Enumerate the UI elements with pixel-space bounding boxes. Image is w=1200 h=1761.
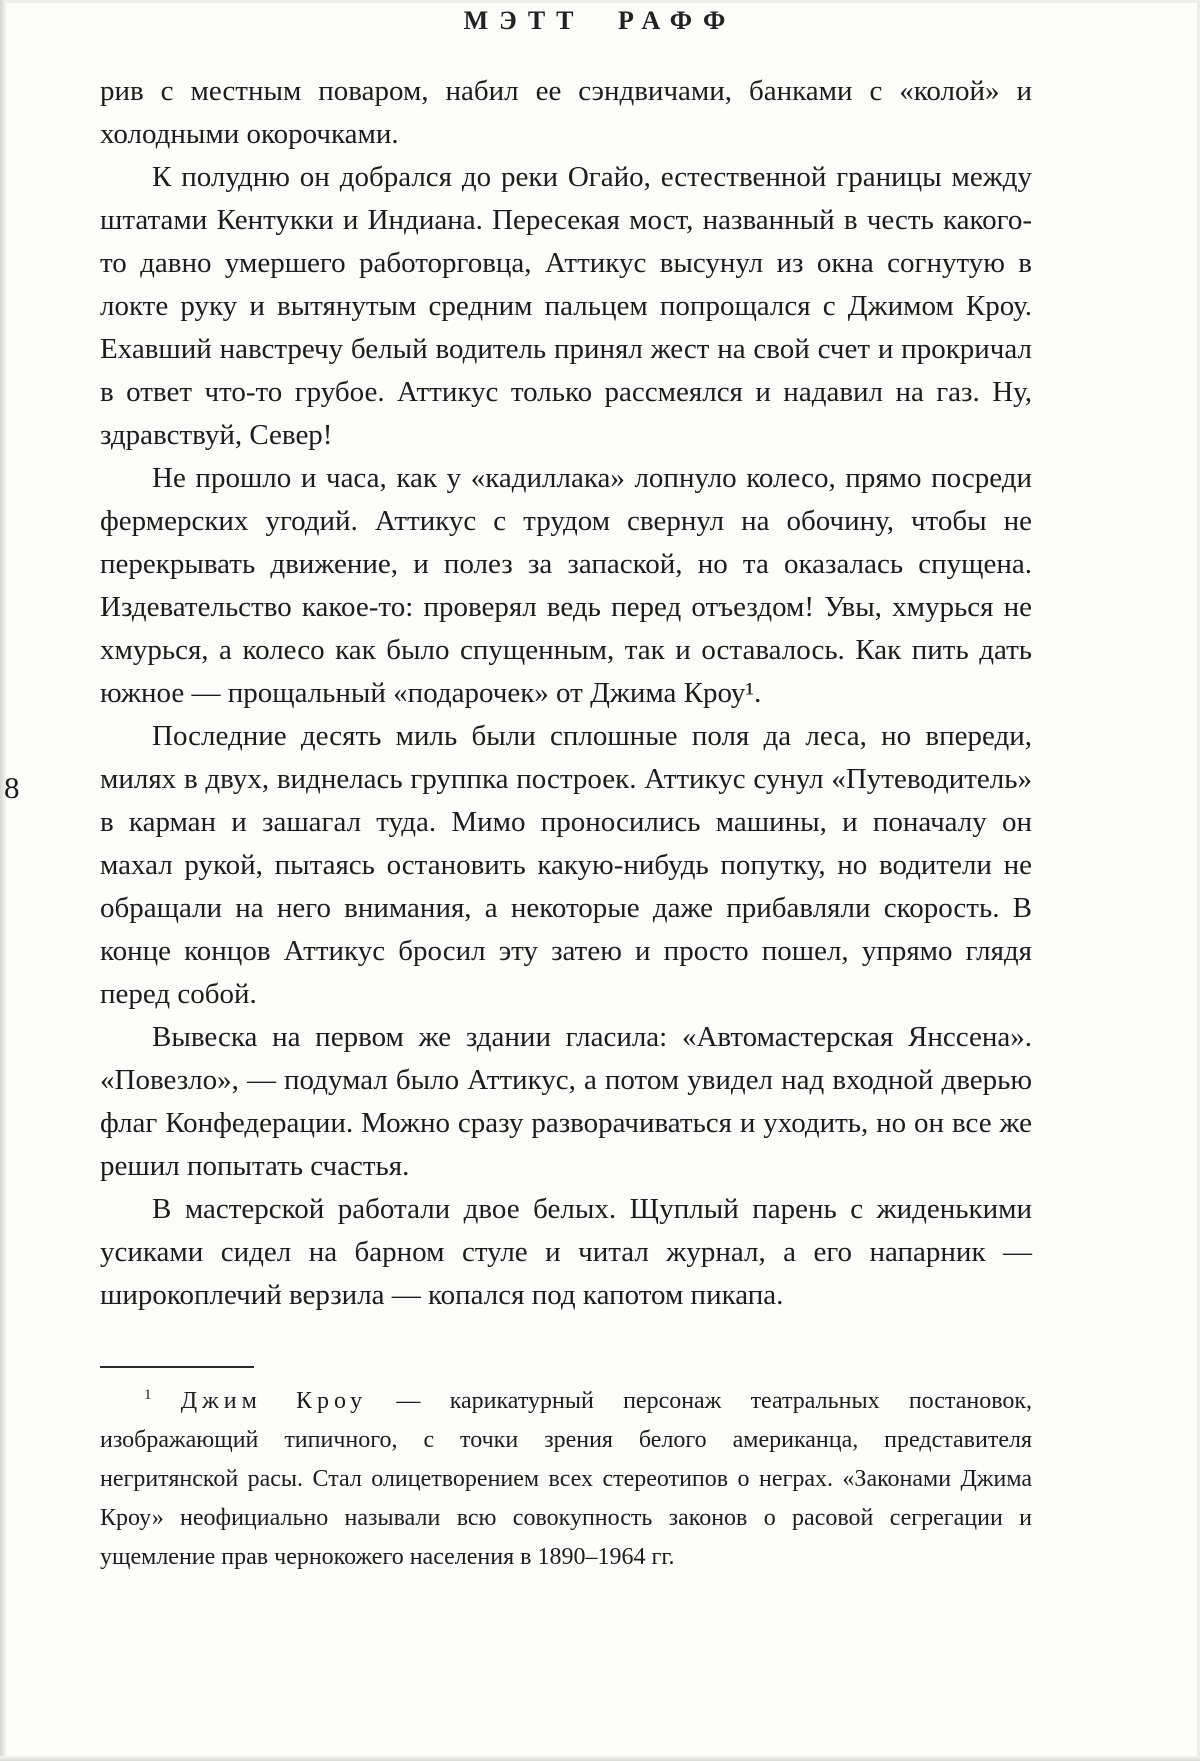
footnote-marker: 1 [144,1387,152,1403]
body-text [100,70,1032,1317]
footnote-term: Джим Кроу [180,1388,368,1414]
footnote-text: — карикатурный персонаж театральных постановок, изображающий типичного, с точки зрения белого американца, представителя негритянской расы. Стал олицетворением всех стереотипов о неграх. «Законами Джима Кроу» неофициально называли всю совокупность законов о расовой сегрегации и ущемление прав чернокожего населения в 1890–1964 гг. [100,1388,1033,1570]
paragraph: рив с местным поваром, набил ее сэндвичами, банками с «колой» и холодными окорочками. [100,75,1032,150]
footnote [100,1382,1032,1577]
footnote-divider [100,1366,254,1368]
scan-edge-bottom [0,1756,1200,1761]
paragraph: Не прошло и часа, как у «кадиллака» лопнуло колесо, прямо посреди фермерских угодий. Аттикус с трудом свернул на обочину, чтобы не перекрывать движение, и полез за запаской, но та оказалась спущена. Издевательство какое-то: проверял ведь перед отъездом! Увы, хмурься не хмурься, а колесо как было спущенным, так и оставалось. Как пить дать южное — прощальный «подарочек» от Джима Кроу¹. [100,462,1032,709]
scan-edge-top [0,0,1200,3]
page-number: 8 [4,770,20,805]
paragraph: Последние десять миль были сплошные поля да леса, но впереди, милях в двух, виднелась группка построек. Аттикус сунул «Путеводитель» в карман и зашагал туда. Мимо проносились машины, и поначалу он махал рукой, пытаясь остановить какую-нибудь попутку, но водители не обращали на него внимания, а некоторые даже прибавляли скорость. В конце концов Аттикус бросил эту затею и просто пошел, упрямо глядя перед собой. [100,720,1032,1010]
running-head-author: МЭТТ РАФФ [463,6,737,35]
paragraph: В мастерской работали двое белых. Щуплый парень с жиденькими усиками сидел на барном стуле и читал журнал, а его напарник — широкоплечий верзила — копался под капотом пикапа. [100,1193,1032,1311]
footnote-section [100,1366,1032,1577]
scan-edge-left [0,0,6,1761]
paragraph: Вывеска на первом же здании гласила: «Автомастерская Янссена». «Повезло», — подумал было Аттикус, а потом увидел над входной дверью флаг Конфедерации. Можно сразу разворачиваться и уходить, но он все же решил попытать счастья. [100,1021,1032,1182]
paragraph: К полудню он добрался до реки Огайо, естественной границы между штатами Кентукки и Индиана. Пересекая мост, названный в честь какого-то давно умершего работорговца, Аттикус высунул из окна согнутую в локте руку и вытянутым средним пальцем попрощался с Джимом Кроу. Ехавший навстречу белый водитель принял жест на свой счет и прокричал в ответ что-то грубое. Аттикус только рассмеялся и надавил на газ. Ну, здравствуй, Север! [100,161,1032,451]
